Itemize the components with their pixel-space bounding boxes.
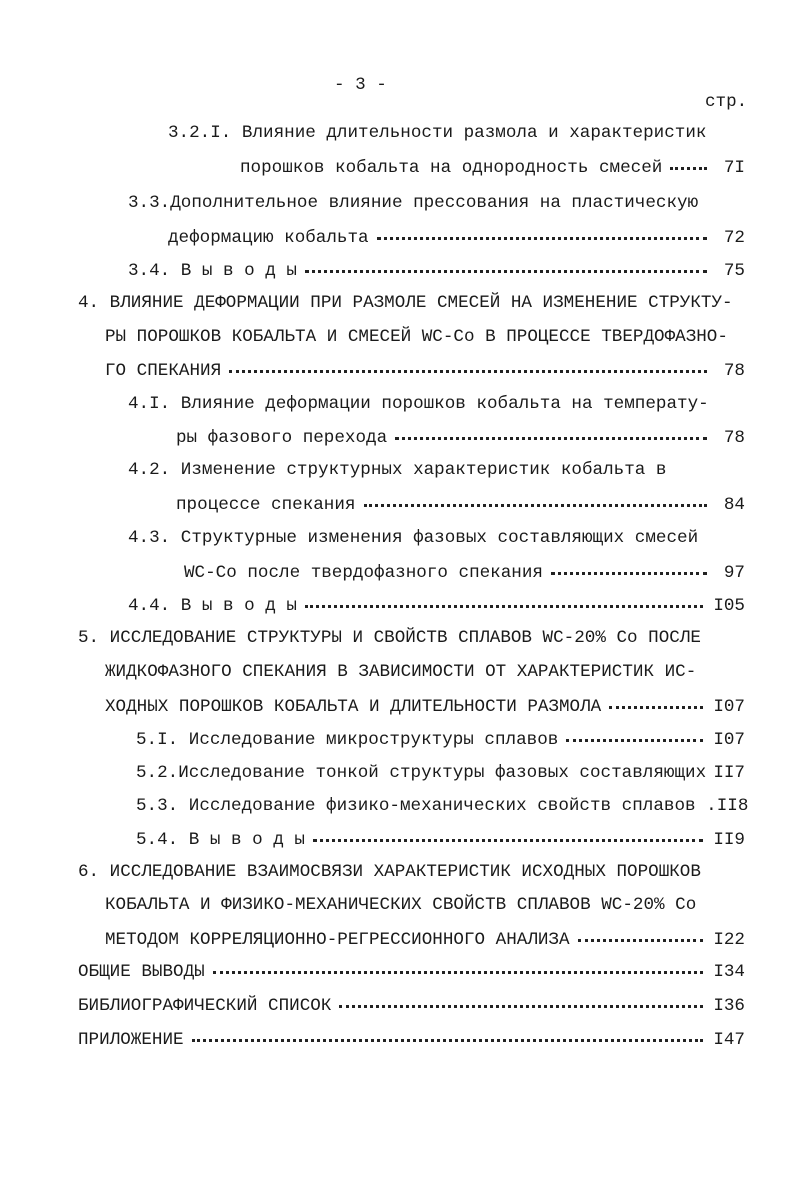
toc-page-number: I07 [713, 730, 745, 750]
toc-entry-text: 3.3.Дополнительное влияние прессования на пластическую [128, 193, 699, 213]
toc-entry-text: ОБЩИЕ ВЫВОДЫ [78, 962, 205, 982]
toc-entry-text: 6. ИССЛЕДОВАНИЕ ВЗАИМОСВЯЗИ ХАРАКТЕРИСТИК ИСХОДНЫХ ПОРОШКОВ [78, 862, 701, 882]
toc-page-number: I05 [713, 596, 745, 616]
toc-entry-last-line [176, 427, 745, 448]
toc-page-number: 78 [723, 428, 745, 448]
page-column-label: стр. [705, 92, 748, 112]
toc-entry-last-line [105, 696, 745, 717]
toc-entry-last-line [176, 494, 745, 515]
toc-page-number: 97 [723, 563, 745, 583]
toc-entry-last-line [136, 763, 745, 783]
toc-entry-last-line [128, 595, 745, 616]
dot-leader [609, 694, 703, 709]
toc-entry-text: МЕТОДОМ КОРРЕЛЯЦИОННО-РЕГРЕССИОННОГО АНАЛИЗА [105, 930, 570, 950]
toc-entry-text: 4.I. Влияние деформации порошков кобальта на температу- [128, 394, 709, 414]
toc-entry-last-line [136, 729, 745, 750]
dot-leader [313, 827, 703, 842]
toc-page-number: I47 [713, 1030, 745, 1050]
toc-entry-last-line [78, 1029, 745, 1050]
toc-entry-text: 5.3. Исследование физико-механических свойств сплавов . [136, 796, 717, 816]
dot-leader [339, 993, 703, 1008]
toc-entry-line [128, 460, 666, 480]
toc-entry-last-line [136, 829, 745, 850]
toc-entry-text: 5.4. В ы в о д ы [136, 830, 305, 850]
toc-page-number: I36 [713, 996, 745, 1016]
toc-page-number: 7I [723, 158, 745, 178]
toc-entry-text: ХОДНЫХ ПОРОШКОВ КОБАЛЬТА И ДЛИТЕЛЬНОСТИ РАЗМОЛА [105, 697, 602, 717]
toc-entry-text: ЖИДКОФАЗНОГО СПЕКАНИЯ В ЗАВИСИМОСТИ ОТ ХАРАКТЕРИСТИК ИС- [105, 662, 697, 682]
toc-entry-last-line [136, 796, 749, 816]
toc-entry-line [78, 628, 701, 648]
toc-entry-line [105, 895, 696, 915]
toc-entry-text: 4. ВЛИЯНИЕ ДЕФОРМАЦИИ ПРИ РАЗМОЛЕ СМЕСЕЙ НА ИЗМЕНЕНИЕ СТРУКТУ- [78, 293, 733, 313]
toc-entry-last-line [128, 260, 745, 281]
toc-page-number: II8 [716, 796, 749, 816]
dot-leader [192, 1027, 704, 1042]
toc-entry-text: деформацию кобальта [168, 228, 369, 248]
toc-entry-text: 5.2.Исследование тонкой структуры фазовых составляющих [136, 763, 707, 783]
toc-entry-text: 4.2. Изменение структурных характеристик кобальта в [128, 460, 667, 480]
toc-page-number: I34 [713, 962, 745, 982]
toc-entry-line [78, 293, 733, 313]
toc-entry-text: 3.2.I. Влияние длительности размола и характеристик [168, 123, 707, 143]
dot-leader [305, 258, 707, 273]
toc-page-number: 84 [723, 495, 745, 515]
toc-entry-last-line [78, 961, 745, 982]
toc-page-number: 78 [723, 361, 745, 381]
toc-page-number: 72 [723, 228, 745, 248]
toc-entry-text: 5. ИССЛЕДОВАНИЕ СТРУКТУРЫ И СВОЙСТВ СПЛАВОВ WC-20% Co ПОСЛЕ [78, 628, 701, 648]
toc-entry-text: ры фазового перехода [176, 428, 388, 448]
toc-entry-text: 4.4. В ы в о д ы [128, 596, 297, 616]
toc-entry-line [78, 862, 701, 882]
toc-entry-line [128, 193, 698, 213]
toc-page-number: II9 [713, 830, 745, 850]
toc-page-number: I22 [713, 930, 745, 950]
toc-entry-text: КОБАЛЬТА И ФИЗИКО-МЕХАНИЧЕСКИХ СВОЙСТВ СПЛАВОВ WC-20% Co [105, 895, 697, 915]
dot-leader [551, 560, 707, 575]
dot-leader [229, 358, 707, 373]
dot-leader [305, 593, 703, 608]
toc-entry-line [105, 662, 696, 682]
toc-page-number: II7 [713, 763, 745, 783]
toc-entry-line [168, 123, 706, 143]
toc-entry-last-line [184, 562, 745, 583]
toc-entry-line [105, 327, 728, 347]
dot-leader [377, 225, 707, 240]
toc-entry-text: 3.4. В ы в о д ы [128, 261, 297, 281]
toc-entry-text: процессе спекания [176, 495, 356, 515]
toc-entry-text: БИБЛИОГРАФИЧЕСКИЙ СПИСОК [78, 996, 332, 1016]
dot-leader [578, 927, 704, 942]
toc-entry-text: WC-Co после твердофазного спекания [184, 563, 543, 583]
toc-entry-line [128, 528, 698, 548]
toc-entry-text: 4.3. Структурные изменения фазовых составляющих смесей [128, 528, 699, 548]
dot-leader [364, 492, 708, 507]
toc-entry-last-line [105, 360, 745, 381]
page-number: - 3 - [334, 75, 387, 95]
toc-entry-line [128, 394, 709, 414]
dot-leader [566, 727, 703, 742]
dot-leader [213, 959, 704, 974]
toc-entry-text: ГО СПЕКАНИЯ [105, 361, 222, 381]
toc-entry-text: РЫ ПОРОШКОВ КОБАЛЬТА И СМЕСЕЙ WC-Co В ПРОЦЕССЕ ТВЕРДОФАЗНО- [105, 327, 728, 347]
toc-page-number: 75 [723, 261, 745, 281]
dot-leader [395, 425, 707, 440]
toc-entry-last-line [168, 227, 745, 248]
toc-page-number: I07 [713, 697, 745, 717]
toc-entry-last-line [105, 929, 745, 950]
toc-entry-text: порошков кобальта на однородность смесей [240, 158, 663, 178]
toc-entry-last-line [240, 157, 745, 178]
dot-leader [670, 155, 707, 170]
toc-entry-text: 5.I. Исследование микроструктуры сплавов [136, 730, 559, 750]
toc-entry-text: ПРИЛОЖЕНИЕ [78, 1030, 184, 1050]
toc-entry-last-line [78, 995, 745, 1016]
